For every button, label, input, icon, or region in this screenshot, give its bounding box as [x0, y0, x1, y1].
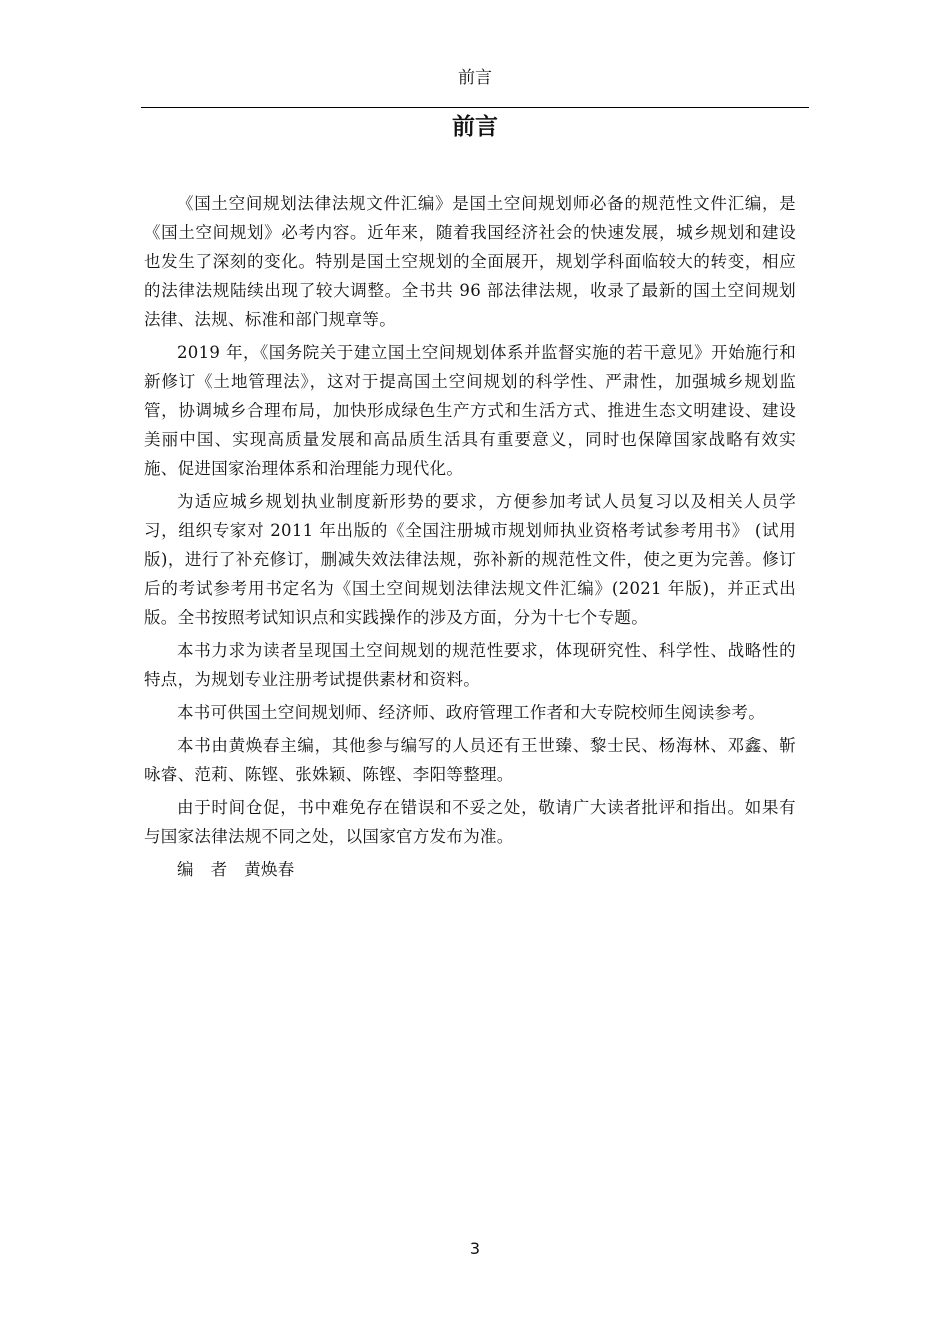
paragraph-purpose: 本书力求为读者呈现国土空间规划的规范性要求，体现研究性、科学性、战略性的特点，为规划专业注册考试提供素材和资料。	[144, 641, 796, 689]
paragraph-background-2019: 2019 年，《国务院关于建立国土空间规划体系并监督实施的若干意见》开始施行和新修订《土地管理法》，这对于提高国土空间规划的科学性、严肃性，加强城乡规划监管，协调城乡合理布局，加快形成绿色生产方式和生活方式、推进生态文明建设、建设美丽中国、实现高质量发展和高品质生活具有重要意义，同时也保障国家战略有效实施、促进国家治理体系和治理能力现代化。	[144, 343, 796, 478]
header-divider	[141, 107, 809, 108]
editor-signature: 编 者 黄焕春	[177, 860, 295, 879]
paragraph-revision: 为适应城乡规划执业制度新形势的要求，方便参加考试人员复习以及相关人员学习，组织专家对 2011 年出版的《全国注册城市规划师执业资格考试参考用书》 (试用版)，进行了补充修订，删减失效法律法规，弥补新的规范性文件，使之更为完善。修订后的考试参考用书定名为《国土空间规划法律法规文件汇编》(2021 年版)，并正式出版。全书按照考试知识点和实践操作的涉及方面，分为十七个专题。	[144, 492, 796, 627]
paragraph-intro: 《国土空间规划法律法规文件汇编》是国土空间规划师必备的规范性文件汇编，是《国土空间规划》必考内容。近年来，随着我国经济社会的快速发展，城乡规划和建设也发生了深刻的变化。特别是国土空规划的全面展开，规划学科面临较大的转变，相应的法律法规陆续出现了较大调整。全书共 96 部法律法规，收录了最新的国土空间规划法律、法规、标准和部门规章等。	[144, 194, 796, 329]
paragraph-disclaimer: 由于时间仓促，书中难免存在错误和不妥之处，敬请广大读者批评和指出。如果有与国家法律法规不同之处，以国家官方发布为准。	[144, 798, 796, 846]
paragraph-audience: 本书可供国土空间规划师、经济师、政府管理工作者和大专院校师生阅读参考。	[177, 703, 765, 722]
running-header: 前言	[458, 68, 492, 88]
page-number: 3	[469, 1239, 481, 1258]
document-body	[144, 189, 796, 884]
paragraph-editors: 本书由黄焕春主编，其他参与编写的人员还有王世臻、黎士民、杨海林、邓鑫、靳咏睿、范莉、陈铿、张姝颖、陈铿、李阳等整理。	[144, 736, 796, 784]
page-title: 前言	[452, 114, 498, 140]
